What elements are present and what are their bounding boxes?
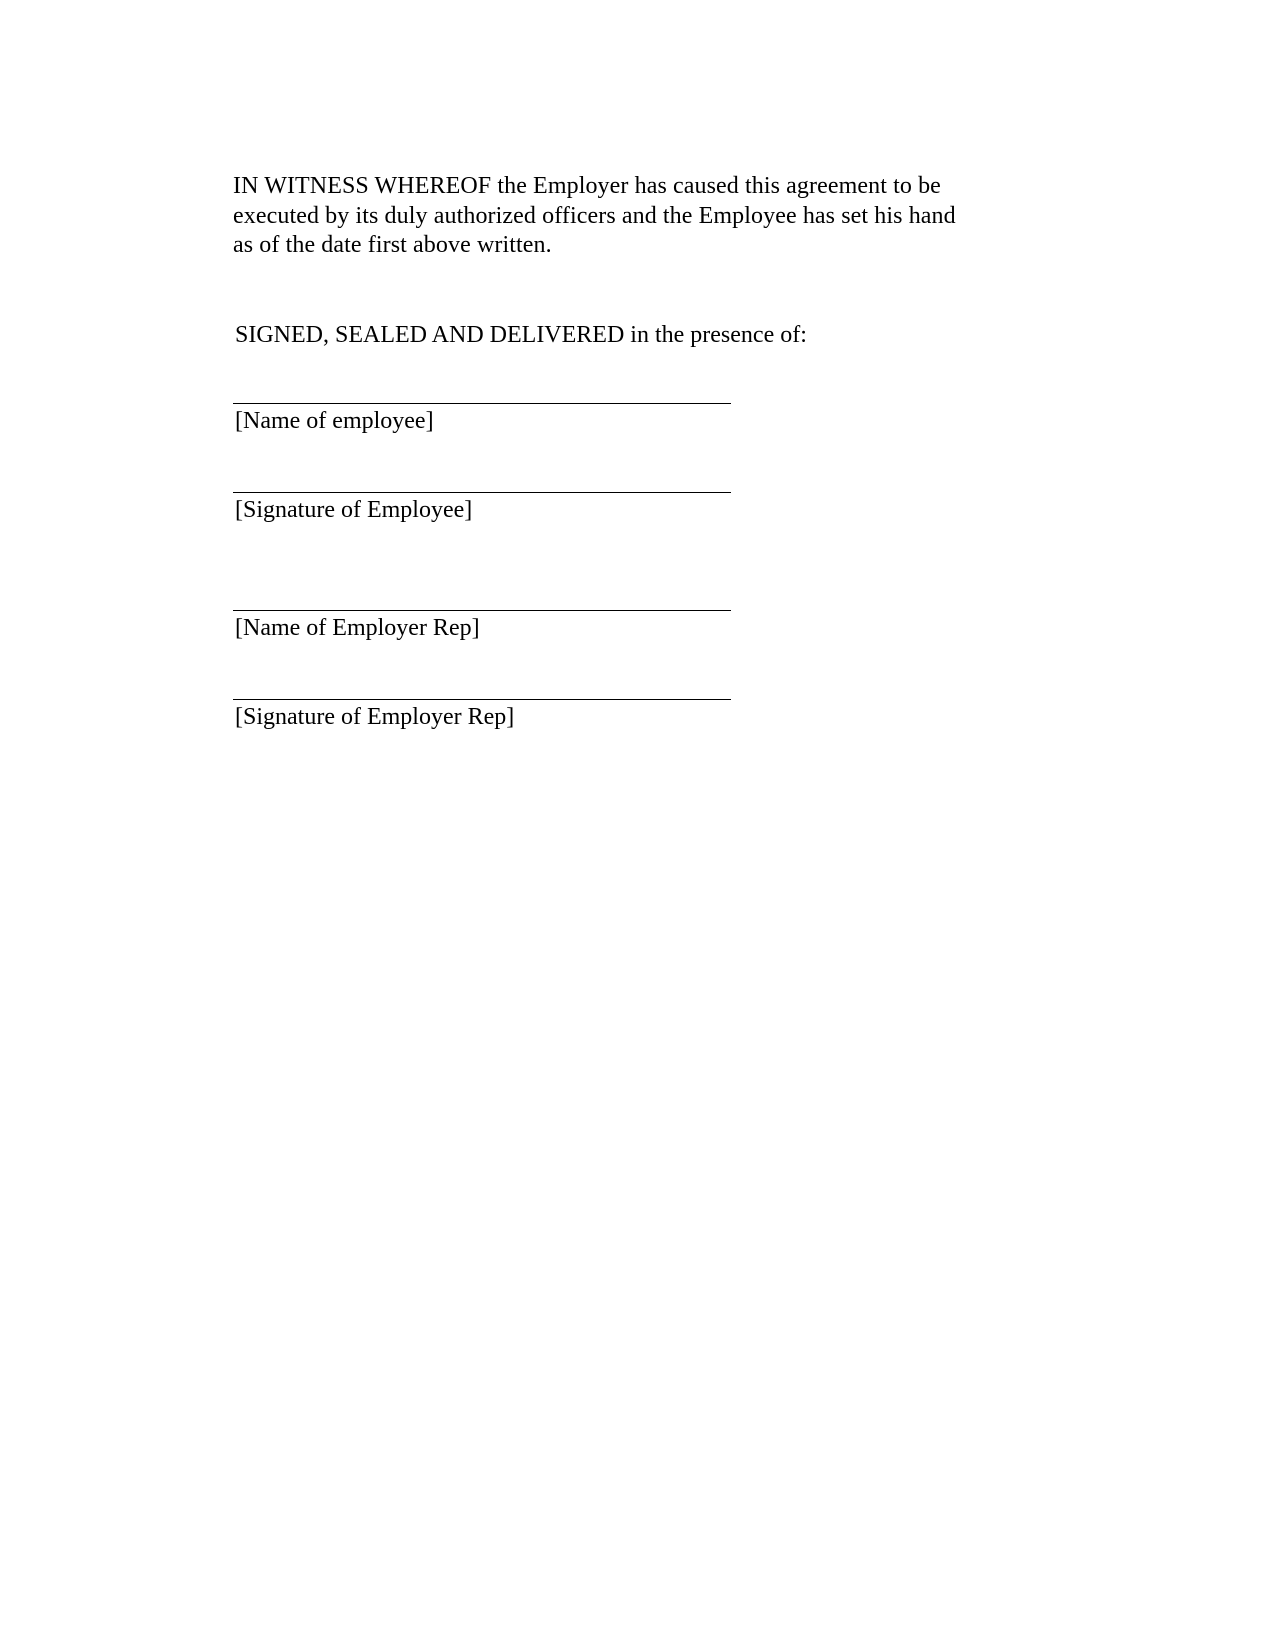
witness-paragraph	[233, 172, 993, 261]
signed-sealed-delivered-statement: SIGNED, SEALED AND DELIVERED in the presence of:	[235, 322, 807, 348]
employer-rep-signature-line	[233, 699, 731, 700]
employee-signature-line	[233, 492, 731, 493]
witness-line-1: IN WITNESS WHEREOF the Employer has caused this agreement to be	[233, 173, 941, 199]
employer-rep-signature-label: [Signature of Employer Rep]	[235, 704, 515, 730]
employer-rep-name-line	[233, 610, 731, 611]
employer-rep-name-label: [Name of Employer Rep]	[235, 615, 480, 641]
employee-signature-label: [Signature of Employee]	[235, 497, 473, 523]
witness-line-3: as of the date first above written.	[233, 232, 552, 258]
employee-name-line	[233, 403, 731, 404]
witness-line-2: executed by its duly authorized officers and the Employee has set his hand	[233, 202, 956, 229]
employee-name-label: [Name of employee]	[235, 408, 434, 434]
